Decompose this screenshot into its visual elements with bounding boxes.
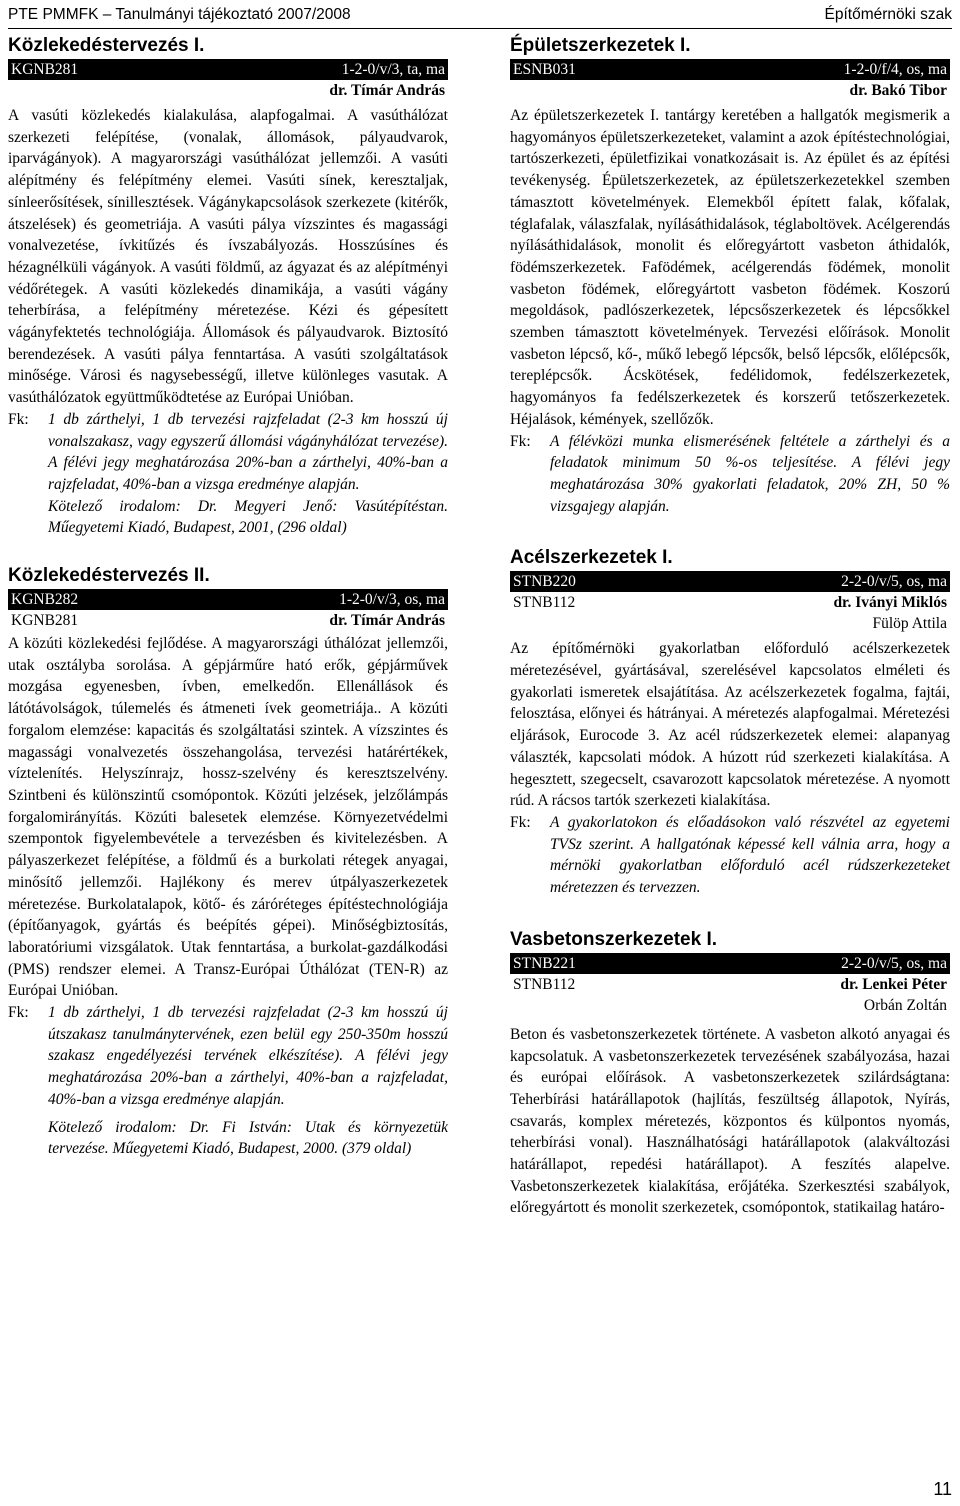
course-description: Az építőmérnöki gyakorlatban előforduló acélszerkezetek méretezésével, gyártásával, szerelésével kapcsolatos elméleti és gyakorlati ismeretek elsajátítása. Az acélszerkezetek fogalma, fajtái, felosztása, előnyei és hátrányai. A méretezés alapfogalmai. Méretezési eljárások, Eurocode 3. Az acél rúdszerkezetek elemei: alapanyag választék, kapcsolati módok. A húzott rúd szerkezeti kialakítása. A hegesztett, szegecselt, csavarozott kapcsolatok méretezése. A nyomott rúd. A rácsos tartók szerkezeti kialakítása. [510, 640, 950, 810]
course-epuletszerkezetek-1 [510, 35, 950, 517]
course-description: A közúti közlekedési fejlődése. A magyarországi úthálózat jellemzői, utak osztályba sorolása. A gépjárműre ható erők, gépjárművek mozgása egyenesben, ívben, emelkedőn. Ellenállások és látótávolságok, túlemelés és átmeneti ívek geometriája.. A közúti forgalom elemzése: kapacitás és szolgáltatási szintek. A vízszintes és magassági vonalvezetés összehangolása, tervezési határértékek, víztelenítés. Helyszínrajz, hossz-szelvény és keresztszelvény. Szintbeni és különszintű csomópontok. Közúti jelzések, jelzőlámpás forgalomirányítás. Közúti balesetek elemzése. Környezetvédelmi szempontok figyelembevétele a tervezésben és kivitelezésben. A pályaszerkezet felépítése, a földmű és a burkolati rétegek anyagai, minősítő jellemzői. Hajlékony és merev útpályaszerkezetek méretezése. Burkolatalapok, kötő- és záróréteges építéstechnológiája (építőanyagok, gyártás és beépítés gépei). Minőségbiztosítás, laboratóriumi vizsgálatok. Utak fenntartása, a burkolat-gazdálkodási (PMS) rendszer elemei. A Transz-Európai Úthálózat (TEN-R) az Európai Unióban. [8, 635, 448, 1000]
course-code: KGNB281 [11, 61, 79, 78]
header-left: PTE PMMFK – Tanulmányi tájékoztató 2007/2008 [8, 6, 351, 23]
course-vasbetonszerkezetek-1 [510, 929, 950, 1219]
course-requirements [8, 1002, 448, 1111]
course-prerequisite: STNB112 [513, 594, 576, 612]
fk-text: 1 db zárthelyi, 1 db tervezési rajzfeladat (2-3 km hosszú új vonalszakasz, vagy egyszerű állomási vágányhálózat tervezése). A félévi jegy meghatározása 20%-ban a zárthelyi, 40%-ban a rajzfeladat, 40%-ban a vizsga eredménye alapján. [48, 410, 448, 493]
course-lecturer-2: Orbán Zoltán [863, 996, 947, 1014]
left-column [8, 35, 448, 1160]
course-code-bar [510, 953, 950, 974]
course-credits: 1-2-0/v/3, ta, ma [341, 61, 445, 78]
course-literature: Kötelező irodalom: Dr. Megyeri Jenő: Vasútépítéstan. Műegyetemi Kiadó, Budapest, 2001, (296 oldal) [48, 497, 448, 537]
course-code-bar [510, 571, 950, 592]
course-lecturer-2: Fülöp Attila [872, 615, 947, 633]
fk-label: Fk: [510, 432, 531, 450]
course-lecturer: dr. Tímár András [329, 612, 445, 630]
fk-text: A gyakorlatokon és előadásokon való részvétel az egyetemi TVSz szerint. A hallgatónak képessé kell válnia arra, hogy a mérnöki gyakorlatban előforduló acél rúdszerkezeteket méretezzen és tervezzen. [550, 813, 950, 897]
course-prerequisite: STNB112 [513, 975, 576, 993]
page-header [8, 2, 952, 29]
course-prereq-row [8, 610, 448, 631]
course-lecturer: dr. Tímár András [329, 82, 445, 99]
course-title: Acélszerkezetek I. [510, 547, 673, 569]
course-title: Vasbetonszerkezetek I. [510, 928, 717, 950]
course-code: STNB220 [513, 573, 576, 591]
course-title: Épületszerkezetek I. [510, 35, 691, 56]
course-credits: 2-2-0/v/5, os, ma [841, 573, 947, 591]
course-code-bar [8, 589, 448, 610]
course-credits: 2-2-0/v/5, os, ma [841, 954, 947, 972]
course-kozlekedes-1 [8, 35, 448, 539]
page-number: 11 [933, 1479, 952, 1499]
course-acelszerkezetek-1 [510, 547, 950, 898]
course-credits: 1-2-0/f/4, os, ma [843, 61, 947, 78]
course-requirements [510, 812, 950, 899]
course-code-bar [8, 59, 448, 80]
course-prerequisite: KGNB281 [11, 612, 79, 630]
fk-text: A félévközi munka elismerésének feltétele a zárthelyi és a feladatok minimum 50 %-os teljesítése. A félévi jegy meghatározása 30% gyakorlati feladatok, 20% ZH, 50 % vizsgajegy alapján. [550, 432, 950, 515]
course-requirements [8, 409, 448, 496]
course-requirements [510, 431, 950, 518]
fk-label: Fk: [510, 813, 531, 831]
course-title: Közlekedéstervezés II. [8, 565, 210, 587]
course-kozlekedes-2 [8, 565, 448, 1160]
course-description: Beton és vasbetonszerkezetek története. A vasbeton alkotó anyagai és kapcsolatuk. A vasbetonszerkezetek tervezésének szabályozása, hazai és európai előírások. A vasbetonszerkezetek szilárdságtana: Teherbírási határállapotok (hajlítás, feszültség állapotok, Nyírás, csavarás, komplex méretezés, központos és külpontos nyomás, teherbírási vonal). Használhatósági határállapotok (alakváltozási határállapot, repedési határállapot). A feszítés alapelve. Vasbetonszerkezetek kialakítása, erőjátéka. Szerkesztési szabályok, előregyártott és monolit szerkezetek, csomópontok, statikailag határo- [510, 1025, 950, 1217]
course-code: KGNB282 [11, 591, 79, 609]
course-description: Az épületszerkezetek I. tantárgy keretében a hallgatók megismerik a hagyományos épületszerkezeteket, valamint a azok építéstechnológiai, tartószerkezeti, épületfizikai vonatkozásait is. Az épület és az építési tevékenység. Épületszerkezetek, az épületszerkezetekkel szemben támasztott követelmények. Elemekből épített falak, kőfalak, téglafalak, válaszfalak, nyílásáthidalások, téglaboltövek. Acélgerendás nyílásáthidalások, monolit és előregyártott vasbeton áthidalók, födémszerkezetek. Fafödémek, acélgerendás födémek, monolit vasbeton födémek, előregyártott vasbeton födémek. Koszorú megoldások, padlószerkezetek, lépcsőszerkezetek és lépcsőkkel szemben támasztott követelmények. Tervezési előírások. Monolit vasbeton lépcső, kő-, műkő lebegő lépcsők, belső lépcsők, előlépcsők, tereplépcsők. Ácskötések, fedélidomok, fedélszerkezetek, hagyományos fa fedélszerkezetek és korszerű tetőszerkezetek. Héjalások, kémények, szellőzők. [510, 107, 950, 428]
course-title: Közlekedéstervezés I. [8, 35, 205, 56]
fk-label: Fk: [8, 1004, 29, 1022]
course-code-bar [510, 59, 950, 80]
course-prereq-row [510, 592, 950, 613]
course-code: STNB221 [513, 954, 576, 972]
course-literature: Kötelező irodalom: Dr. Fi István: Utak és környezetük tervezése. Műegyetemi Kiadó, Budapest, 2000. (379 oldal) [48, 1118, 448, 1158]
fk-label: Fk: [8, 410, 29, 428]
course-lecturer: dr. Iványi Miklós [833, 594, 947, 612]
course-lecturer: dr. Bakó Tibor [849, 82, 947, 99]
right-column [510, 35, 950, 1219]
fk-text: 1 db zárthelyi, 1 db tervezési rajzfeladat (2-3 km hosszú új útszakasz tanulmánytervének, ezen belül egy 250-350m hosszú szakasz engedélyezési tervének elkészítése). A félévi jegy meghatározása 20%-ban a zárthelyi, 40%-ban a rajzfeladat, 40%-ban a vizsga eredménye alapján. [48, 1004, 448, 1108]
course-lecturer: dr. Lenkei Péter [840, 975, 947, 993]
course-credits: 1-2-0/v/3, os, ma [339, 591, 445, 609]
course-prereq-row [510, 974, 950, 995]
header-right: Építőmérnöki szak [824, 6, 952, 23]
course-description: A vasúti közlekedés kialakulása, alapfogalmai. A vasúthálózat szerkezeti felépítése, (vonalak, állomások, pályaudvarok, iparvágányok). A magyarországi vasúthálózat jellemzői. A vasúti alépítmény és felépítmény elemei. Vasúti sínek, keresztaljak, sínleerősítések, sínillesztések. Vágánykapcsolások szerkezete (kitérők, átszelések) és geometriája. A vasúti pálya vízszintes és magassági vonalvezetése, ívkitűzés és ívszabályozás. Hosszúsínes és hézagnélküli vágányok. A vasúti földmű, az ágyazat és az alépítményi védőrétegek. A vasúti közlekedés dinamikája, a vasúti vágány teherbírása, a felépítmény méretezése. Kézi és gépesített vágányfektetés technológiája. Állomások és pályaudvarok. Biztosító berendezések. A vasúti pálya fenntartása. A vasúti szolgáltatások minősége. Városi és nagysebességű, illetve különleges vasutak. A vasúthálózatok együttműködtetése az Európai Unióban. [8, 107, 448, 407]
course-code: ESNB031 [513, 61, 576, 78]
